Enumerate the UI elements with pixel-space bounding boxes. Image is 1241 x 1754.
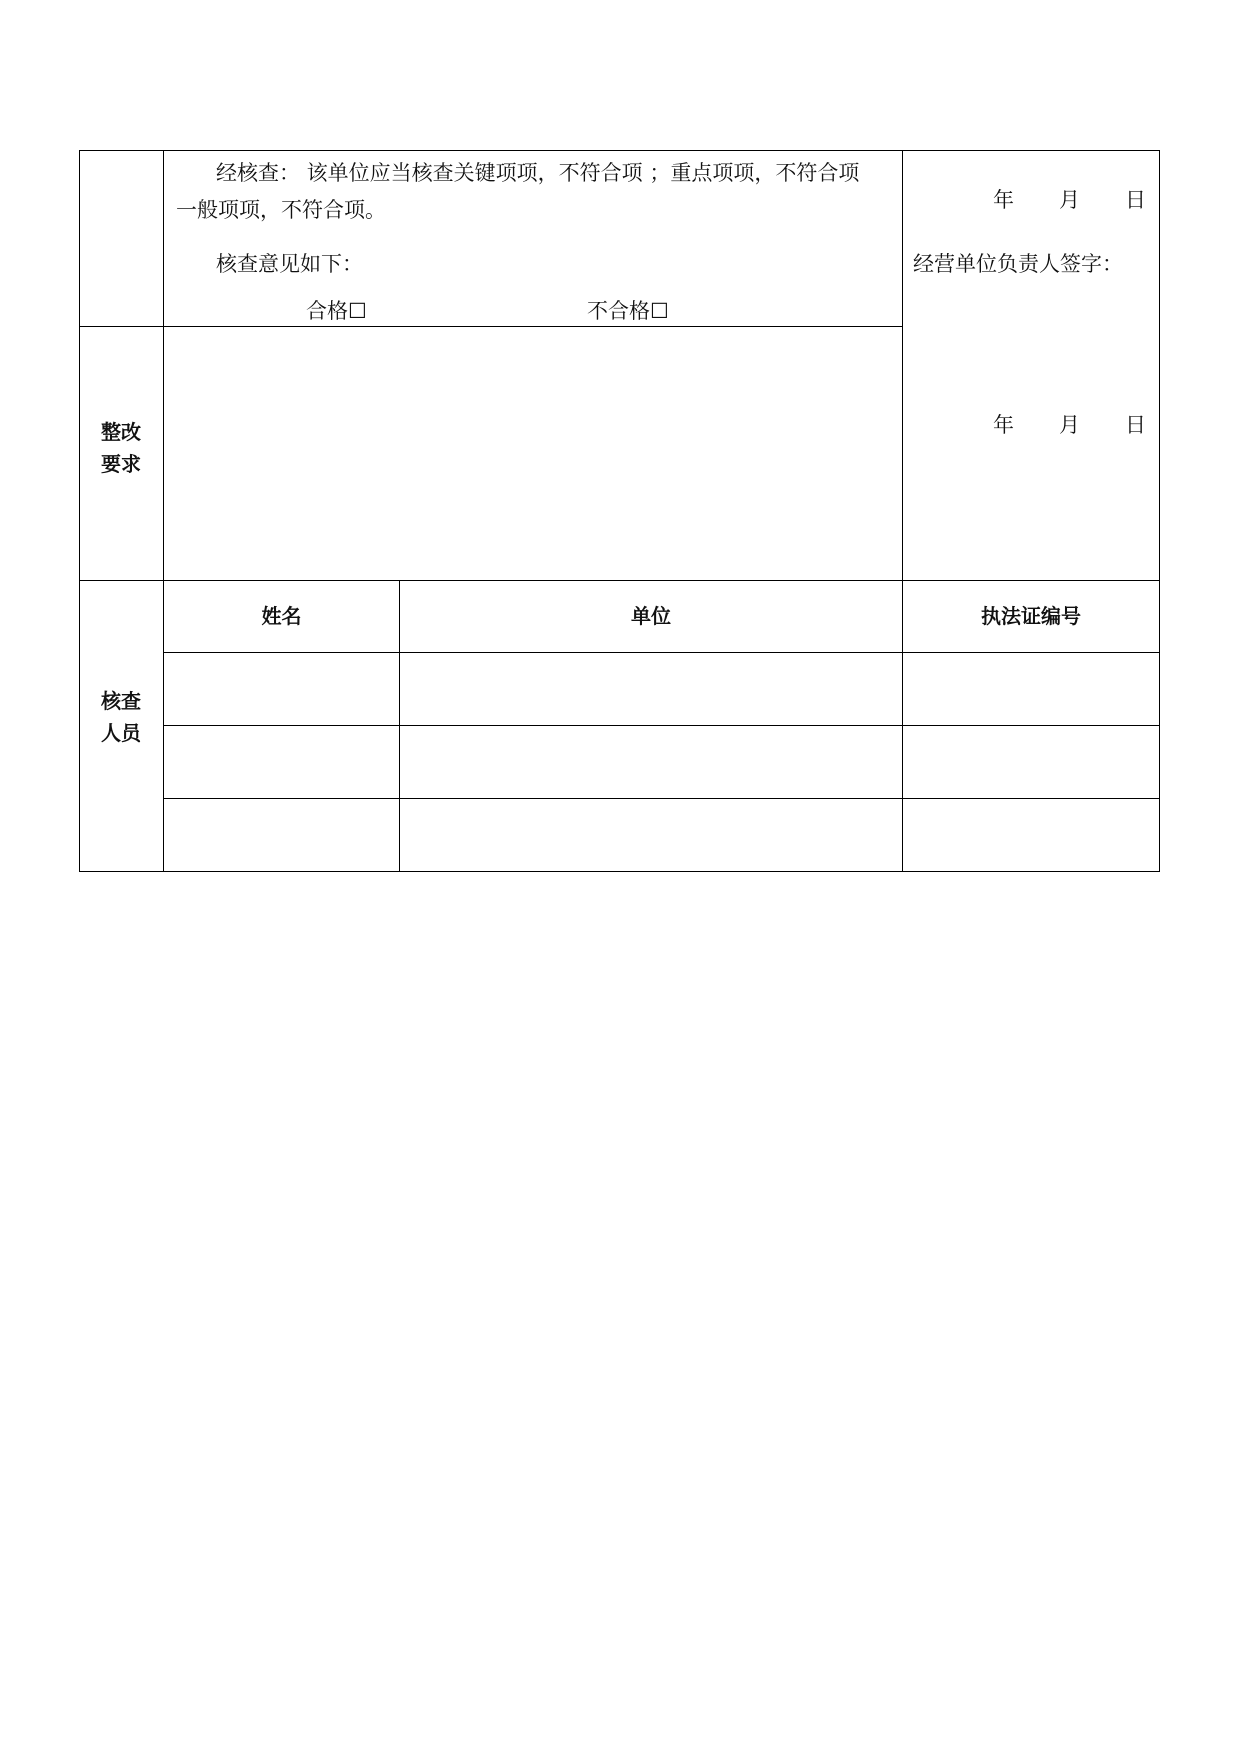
rectification-row-divider <box>79 580 1160 581</box>
table-cell-name-3[interactable] <box>164 799 399 871</box>
table-cell-name-2[interactable] <box>164 726 399 798</box>
verification-summary-line2: 一般项项，不符合项。 <box>176 198 386 222</box>
table-cell-license-2[interactable] <box>903 726 1159 798</box>
opinion-label: 核查意见如下： <box>216 252 363 276</box>
date-month-top: 月 <box>1059 188 1080 212</box>
table-border-left <box>79 150 80 872</box>
date-day-bottom: 日 <box>1125 413 1146 437</box>
table-cell-unit-1[interactable] <box>400 653 902 725</box>
date-year-bottom: 年 <box>993 413 1014 437</box>
rectification-label: 整改要求 <box>101 420 141 476</box>
signature-label: 经营单位负责人签字： <box>913 252 1123 276</box>
table-cell-unit-2[interactable] <box>400 726 902 798</box>
table-cell-name-1[interactable] <box>164 653 399 725</box>
table-border-right <box>1159 150 1160 872</box>
header-license-number: 执法证编号 <box>981 604 1081 628</box>
table-border-bottom <box>79 871 1160 872</box>
rectification-content[interactable] <box>164 327 902 580</box>
date-year-top: 年 <box>993 188 1014 212</box>
unqualified-checkbox[interactable]: 不合格☐ <box>587 299 669 323</box>
table-border-top <box>79 150 1160 151</box>
date-day-top: 日 <box>1125 188 1146 212</box>
table-cell-license-3[interactable] <box>903 799 1159 871</box>
verification-summary-line1: 经核查： 该单位应当核查关键项项，不符合项 ；重点项项，不符合项 <box>216 161 860 185</box>
table-cell-unit-3[interactable] <box>400 799 902 871</box>
table-cell-license-1[interactable] <box>903 653 1159 725</box>
header-unit: 单位 <box>631 604 671 628</box>
inspection-form-table <box>79 150 1160 872</box>
header-name: 姓名 <box>261 604 302 628</box>
qualified-checkbox[interactable]: 合格☐ <box>306 299 367 323</box>
inspectors-label: 核查人员 <box>101 689 141 745</box>
date-month-bottom: 月 <box>1059 413 1080 437</box>
